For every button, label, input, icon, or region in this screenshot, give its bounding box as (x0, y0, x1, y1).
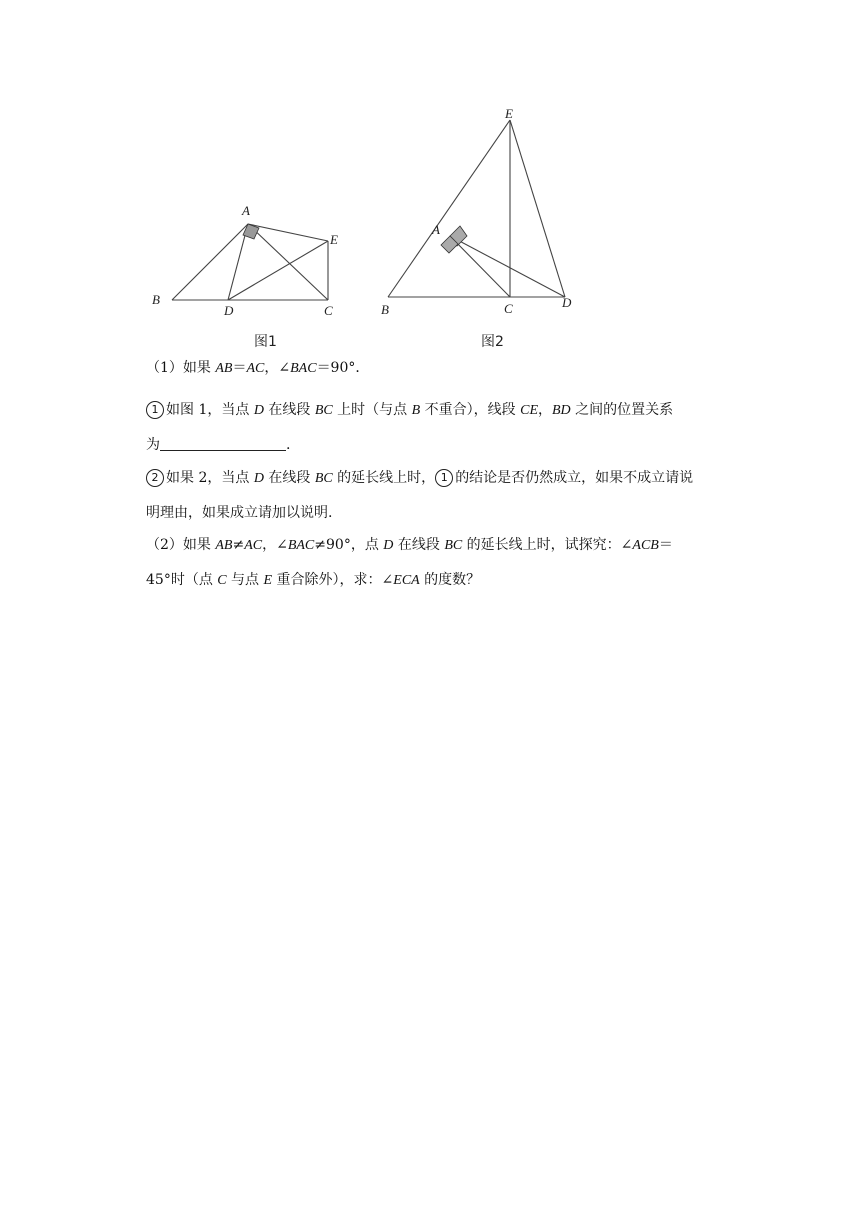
circled-number-1-ref: 1 (435, 469, 453, 487)
q2-neq: ≠ (232, 537, 245, 553)
q2-c: C (217, 573, 227, 588)
q2-e: E (263, 573, 273, 588)
q2-bc: BC (444, 538, 463, 553)
q1-1-text-e: ， (538, 402, 552, 418)
q2-line2-c: 重合除外），求：∠ (272, 572, 394, 588)
q1-1-text-f: 之间的位置关系 (570, 402, 674, 418)
q2-eq: ＝ (658, 537, 673, 553)
segment-ae (248, 224, 328, 241)
figure-2 (370, 100, 590, 320)
q1-1-bc: BC (314, 403, 333, 418)
answer-blank[interactable] (160, 436, 286, 451)
q2-line2-a: 45°时（点 (146, 572, 218, 588)
q2-sep: ，∠ (262, 537, 288, 553)
q1-2-d: D (253, 471, 264, 486)
circled-number-1: 1 (146, 401, 164, 419)
circled-number-2: 2 (146, 469, 164, 487)
q1-1-text-c: 上时（与点 (332, 402, 412, 418)
q1-2-text-d: 的结论是否仍然成立，如果不成立请说 (455, 470, 694, 486)
figure-1-caption: 图1 (254, 334, 277, 350)
figure-1-diagram (140, 190, 360, 330)
q2-ab: AB (215, 538, 233, 553)
q1-1-end: . (286, 437, 291, 453)
q1-1-text-b: 在线段 (263, 402, 315, 418)
point-e-label: E (505, 106, 513, 121)
q2-label: （2）如果 (146, 537, 216, 553)
q1-eq: ＝ (232, 360, 247, 376)
segment-ad (450, 236, 565, 297)
figure-1 (140, 190, 360, 330)
point-a-label: A (242, 203, 250, 218)
segment-ed (510, 120, 565, 297)
question-1-part-1 (146, 393, 736, 462)
figure-2-diagram (370, 100, 590, 320)
q1-sep: ，∠ (264, 360, 291, 376)
q2-eca: ECA (393, 573, 420, 588)
q1-2-bc: BC (314, 471, 333, 486)
q1-2-text-a: 如果 2，当点 (166, 470, 254, 486)
point-d-label: D (562, 295, 572, 310)
point-e-label: E (330, 232, 338, 247)
q1-ac: AC (246, 361, 265, 376)
point-a-label: A (432, 222, 440, 237)
point-b-label: B (152, 292, 160, 307)
segment-ab (172, 224, 248, 300)
q2-neq90: ≠90°，点 (314, 537, 384, 553)
q1-2-text-b: 在线段 (263, 470, 315, 486)
segment-ac (450, 236, 510, 297)
q2-text-b: 的延长线上时，试探究：∠ (462, 537, 633, 553)
segment-de (228, 241, 328, 300)
q2-d: D (383, 538, 394, 553)
q2-acb: ACB (632, 538, 659, 553)
q1-1-d: D (253, 403, 264, 418)
q2-text-a: 在线段 (393, 537, 445, 553)
q2-ac: AC (244, 538, 263, 553)
q2-bac: BAC (287, 538, 315, 553)
point-c-label: C (504, 301, 513, 316)
q1-1-bd: BD (552, 403, 571, 418)
q1-1-line2: 为 (146, 437, 160, 453)
figure-2-caption: 图2 (481, 334, 504, 350)
question-1 (146, 358, 736, 379)
q1-1-b: B (411, 403, 421, 418)
question-1-part-2 (146, 461, 736, 530)
q1-2-text-c: 的延长线上时， (332, 470, 436, 486)
q1-2-line2: 明理由，如果成立请加以说明. (146, 505, 333, 521)
segment-ac (248, 224, 328, 300)
q1-bac-value: ＝90°． (316, 360, 370, 376)
q1-ab: AB (215, 361, 233, 376)
point-d-label: D (224, 303, 234, 318)
point-b-label: B (381, 302, 389, 317)
q1-1-text-d: 不重合），线段 (420, 402, 521, 418)
question-2 (146, 528, 736, 598)
q1-1-text-a: 如图 1，当点 (166, 402, 254, 418)
segment-be (388, 120, 510, 297)
point-c-label: C (324, 303, 333, 318)
q2-line2-b: 与点 (226, 572, 264, 588)
q2-line2-d: 的度数？ (419, 572, 481, 588)
q1-label: （1）如果 (146, 360, 211, 376)
q1-1-ce: CE (520, 403, 538, 418)
q1-bac: BAC (290, 361, 317, 376)
